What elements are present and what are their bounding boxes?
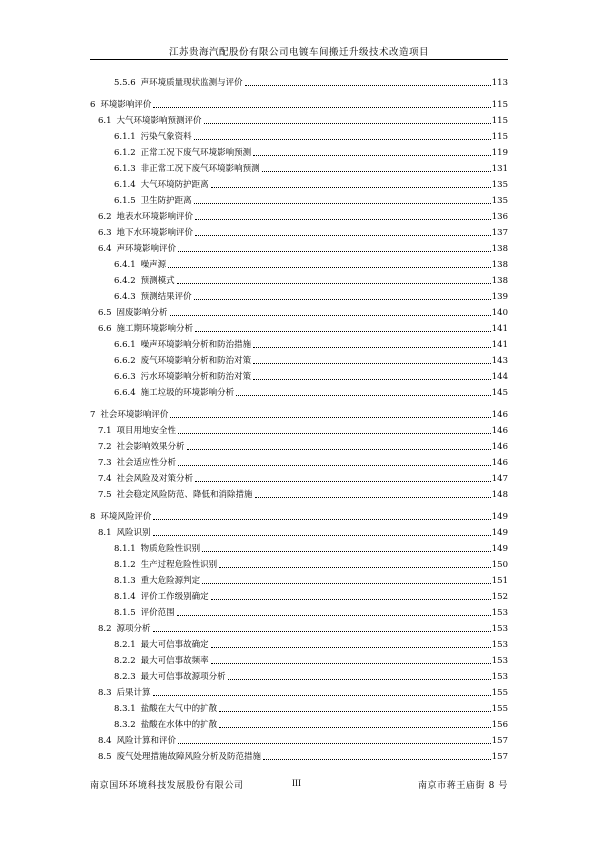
dot-leader	[178, 433, 491, 434]
toc-entry[interactable]	[90, 484, 508, 500]
toc-entry-title: 卫生防护距离	[140, 196, 192, 206]
toc-entry[interactable]	[90, 570, 508, 586]
toc-entry[interactable]	[90, 190, 508, 206]
toc-entry-number: 6.1.2	[114, 148, 136, 158]
dot-leader	[253, 363, 491, 364]
toc-entry-page: 155	[491, 704, 508, 714]
toc-entry-title: 重大危险源判定	[140, 576, 201, 586]
toc-entry-page: 153	[491, 656, 508, 666]
dot-leader	[153, 695, 491, 696]
dot-leader	[194, 299, 491, 300]
dot-leader	[195, 219, 491, 220]
toc-entry-number: 8.4	[98, 736, 112, 746]
running-header: 江苏贵海汽配股份有限公司电镀车间搬迁升级技术改造项目	[168, 47, 429, 58]
toc-entry-title: 地下水环境影响评价	[116, 228, 194, 238]
toc-entry-title: 风险计算和评价	[116, 736, 177, 746]
toc-entry-number: 6.1.1	[114, 132, 136, 142]
toc-entry[interactable]	[90, 468, 508, 484]
toc-entry-number: 6.4	[98, 244, 112, 254]
toc-entry-page: 137	[491, 228, 508, 238]
dot-leader	[153, 519, 490, 520]
toc-entry[interactable]	[90, 698, 508, 714]
toc-entry-title: 噪声环境影响分析和防治措施	[140, 340, 252, 350]
dot-leader	[219, 711, 491, 712]
toc-entry[interactable]	[90, 382, 508, 398]
toc-entry-title: 预测结果评价	[140, 292, 192, 302]
toc-entry-number: 8.1.1	[114, 544, 136, 554]
toc-entry-title: 最大可信事故确定	[140, 640, 209, 650]
toc-entry-page: 115	[491, 116, 508, 126]
toc-entry-page: 151	[491, 576, 508, 586]
toc-entry[interactable]	[90, 714, 508, 730]
toc-entry-title: 社会适应性分析	[116, 458, 177, 468]
toc-entry-page: 153	[491, 672, 508, 682]
toc-entry[interactable]	[90, 586, 508, 602]
toc-entry-number: 8.2.1	[114, 640, 136, 650]
toc-entry-title: 社会环境影响评价	[100, 410, 169, 420]
dot-leader	[153, 631, 491, 632]
toc-entry[interactable]	[90, 126, 508, 142]
dot-leader	[187, 449, 491, 450]
toc-entry-page: 143	[491, 356, 508, 366]
dot-leader	[211, 663, 491, 664]
toc-entry[interactable]	[90, 286, 508, 302]
dot-leader	[253, 155, 491, 156]
toc-entry-title: 评价工作级别确定	[140, 592, 209, 602]
toc-entry-title: 最大可信事故源项分析	[140, 672, 226, 682]
toc-entry-page: 153	[491, 640, 508, 650]
dot-leader	[211, 187, 491, 188]
toc-entry[interactable]	[90, 436, 508, 452]
toc-entry-title: 盐酸在水体中的扩散	[140, 720, 218, 730]
dot-leader	[255, 497, 491, 498]
toc-entry-page: 144	[491, 372, 508, 382]
toc-entry-number: 7.1	[98, 426, 112, 436]
toc-entry-page: 138	[491, 276, 508, 286]
toc-entry-title: 污染气象资料	[140, 132, 192, 142]
toc-entry[interactable]	[90, 366, 508, 382]
toc-entry-number: 8.3.1	[114, 704, 136, 714]
toc-entry[interactable]	[90, 666, 508, 682]
toc-entry[interactable]	[90, 334, 508, 350]
toc-entry-title: 施工期环境影响分析	[116, 324, 194, 334]
toc-entry-page: 146	[491, 458, 508, 468]
dot-leader	[194, 203, 491, 204]
toc-entry-page: 115	[491, 100, 508, 110]
toc-entry-number: 8.1.5	[114, 608, 136, 618]
footer-company: 南京国环环境科技发展股份有限公司	[90, 781, 244, 791]
toc-entry-page: 131	[491, 164, 508, 174]
toc-entry-title: 废气环境影响分析和防治对策	[140, 356, 252, 366]
toc-entry-page: 140	[491, 308, 508, 318]
toc-entry-number: 7.5	[98, 490, 112, 500]
toc-entry[interactable]	[90, 174, 508, 190]
toc-entry-title: 固废影响分析	[116, 308, 168, 318]
header-rule	[90, 59, 508, 60]
dot-leader	[168, 267, 491, 268]
dot-leader	[177, 283, 491, 284]
toc-entry-page: 138	[491, 244, 508, 254]
toc-entry-page: 146	[491, 410, 508, 420]
toc-entry-title: 非正常工况下废气环境影响预测	[140, 164, 260, 174]
toc-entry-title: 声环境影响评价	[116, 244, 177, 254]
toc-entry-title: 正常工况下废气环境影响预测	[140, 148, 252, 158]
toc-entry[interactable]	[90, 618, 508, 634]
toc-entry-number: 6.1.3	[114, 164, 136, 174]
toc-entry-title: 大气环境防护距离	[140, 180, 209, 190]
toc-entry[interactable]	[90, 72, 508, 88]
toc-entry-title: 噪声源	[140, 260, 167, 270]
toc-entry-number: 6.6.4	[114, 388, 136, 398]
dot-leader	[236, 395, 491, 396]
toc-entry-title: 环境风险评价	[100, 512, 152, 522]
dot-leader	[153, 107, 490, 108]
dot-leader	[211, 599, 491, 600]
footer-address: 南京市蒋王庙街 8 号	[417, 781, 508, 791]
toc-entry[interactable]	[90, 634, 508, 650]
toc-entry-page: 146	[491, 442, 508, 452]
toc-entry[interactable]	[90, 522, 508, 538]
toc-entry[interactable]	[90, 506, 508, 522]
toc-entry-title: 生产过程危险性识别	[140, 560, 218, 570]
dot-leader	[219, 567, 491, 568]
toc-entry-number: 7	[90, 410, 96, 420]
toc-entry-page: 145	[491, 388, 508, 398]
toc-entry-page: 135	[491, 196, 508, 206]
toc-entry-page: 141	[491, 340, 508, 350]
dot-leader	[245, 85, 491, 86]
toc-entry-page: 149	[491, 528, 508, 538]
toc-entry-number: 6.1.4	[114, 180, 136, 190]
toc-entry[interactable]	[90, 650, 508, 666]
toc-entry-number: 8.2	[98, 624, 112, 634]
toc-entry[interactable]	[90, 222, 508, 238]
toc-entry-number: 7.4	[98, 474, 112, 484]
toc-entry-number: 6.5	[98, 308, 112, 318]
dot-leader	[178, 465, 491, 466]
toc-entry-number: 6.4.2	[114, 276, 136, 286]
toc-entry-page: 157	[491, 736, 508, 746]
running-footer	[90, 778, 508, 792]
toc-entry-number: 8.1	[98, 528, 112, 538]
toc-entry-number: 8.1.4	[114, 592, 136, 602]
toc-entry[interactable]	[90, 238, 508, 254]
toc-entry[interactable]	[90, 682, 508, 698]
toc-entry-page: 155	[491, 688, 508, 698]
toc-entry[interactable]	[90, 538, 508, 554]
dot-leader	[204, 123, 491, 124]
page-number: III	[292, 778, 301, 788]
toc-entry-title: 废气处理措施故障风险分析及防范措施	[116, 752, 262, 762]
toc-entry-number: 5.5.6	[114, 78, 136, 88]
toc-entry-page: 149	[491, 544, 508, 554]
toc-entry-page: 149	[491, 512, 508, 522]
toc-entry-number: 8.2.3	[114, 672, 136, 682]
dot-leader	[253, 347, 491, 348]
toc-entry-page: 113	[491, 78, 508, 88]
toc-entry-title: 风险识别	[116, 528, 151, 538]
toc-entry-page: 157	[491, 752, 508, 762]
dot-leader	[170, 315, 491, 316]
dot-leader	[202, 551, 491, 552]
toc-entry[interactable]	[90, 554, 508, 570]
toc-entry[interactable]	[90, 142, 508, 158]
toc-entry-page: 141	[491, 324, 508, 334]
toc-entry[interactable]	[90, 318, 508, 334]
toc-entry-page: 139	[491, 292, 508, 302]
toc-entry[interactable]	[90, 602, 508, 618]
toc-entry-number: 8.3.2	[114, 720, 136, 730]
toc-entry-page: 136	[491, 212, 508, 222]
dot-leader	[202, 583, 491, 584]
toc-entry-page: 115	[491, 132, 508, 142]
toc-entry[interactable]	[90, 350, 508, 366]
toc-entry-page: 147	[491, 474, 508, 484]
toc-entry-number: 8.1.3	[114, 576, 136, 586]
toc-entry-number: 8.5	[98, 752, 112, 762]
toc-entry[interactable]	[90, 746, 508, 762]
dot-leader	[228, 679, 491, 680]
toc-entry-page: 156	[491, 720, 508, 730]
dot-leader	[153, 535, 491, 536]
toc-entry-title: 预测模式	[140, 276, 175, 286]
toc-entry-number: 6.3	[98, 228, 112, 238]
toc-entry-number: 8.3	[98, 688, 112, 698]
toc-entry-title: 声环境质量现状监测与评价	[140, 78, 243, 88]
toc-entry[interactable]	[90, 420, 508, 436]
toc-entry-number: 6	[90, 100, 96, 110]
toc-entry-title: 环境影响评价	[100, 100, 152, 110]
toc-entry-number: 6.4.3	[114, 292, 136, 302]
toc-entry-number: 6.4.1	[114, 260, 136, 270]
toc-entry-number: 6.6.3	[114, 372, 136, 382]
dot-leader	[263, 759, 491, 760]
toc-entry-number: 6.6.1	[114, 340, 136, 350]
toc-entry-title: 源项分析	[116, 624, 151, 634]
dot-leader	[195, 235, 491, 236]
toc-entry-page: 152	[491, 592, 508, 602]
toc-entry[interactable]	[90, 158, 508, 174]
toc-entry[interactable]	[90, 270, 508, 286]
toc-entry-page: 153	[491, 608, 508, 618]
dot-leader	[195, 481, 491, 482]
toc-entry-number: 6.1	[98, 116, 112, 126]
toc-entry-number: 8.1.2	[114, 560, 136, 570]
toc-entry[interactable]	[90, 94, 508, 110]
dot-leader	[219, 727, 491, 728]
toc-entry-title: 地表水环境影响评价	[116, 212, 194, 222]
dot-leader	[194, 139, 491, 140]
dot-leader	[211, 647, 491, 648]
toc-entry-page: 138	[491, 260, 508, 270]
toc-entry-number: 7.2	[98, 442, 112, 452]
toc-entry[interactable]	[90, 302, 508, 318]
toc-entry[interactable]	[90, 110, 508, 126]
toc-entry-title: 社会影响效果分析	[116, 442, 185, 452]
dot-leader	[170, 417, 490, 418]
toc-entry-page: 153	[491, 624, 508, 634]
toc-entry-number: 6.2	[98, 212, 112, 222]
toc-entry[interactable]	[90, 206, 508, 222]
toc-entry-title: 项目用地安全性	[116, 426, 177, 436]
toc-entry-title: 社会稳定风险防范、降低和消除措施	[116, 490, 253, 500]
toc-entry-title: 评价范围	[140, 608, 175, 618]
toc-entry-page: 146	[491, 426, 508, 436]
dot-leader	[178, 251, 491, 252]
toc-entry[interactable]	[90, 452, 508, 468]
toc-entry-number: 6.6	[98, 324, 112, 334]
toc-entry-number: 6.1.5	[114, 196, 136, 206]
toc-entry-title: 物质危险性识别	[140, 544, 201, 554]
toc-entry-title: 社会风险及对策分析	[116, 474, 194, 484]
toc-entry-page: 135	[491, 180, 508, 190]
table-of-contents	[90, 72, 508, 762]
toc-entry-number: 7.3	[98, 458, 112, 468]
dot-leader	[253, 379, 491, 380]
toc-entry-number: 8.2.2	[114, 656, 136, 666]
toc-entry-title: 最大可信事故频率	[140, 656, 209, 666]
toc-entry[interactable]	[90, 404, 508, 420]
dot-leader	[178, 743, 491, 744]
toc-entry-title: 盐酸在大气中的扩散	[140, 704, 218, 714]
dot-leader	[195, 331, 491, 332]
dot-leader	[262, 171, 491, 172]
toc-entry-number: 6.6.2	[114, 356, 136, 366]
toc-entry-page: 119	[491, 148, 508, 158]
toc-entry-number: 8	[90, 512, 96, 522]
dot-leader	[177, 615, 491, 616]
toc-entry-title: 施工垃圾的环境影响分析	[140, 388, 235, 398]
toc-entry-title: 后果计算	[116, 688, 151, 698]
toc-entry-title: 污水环境影响分析和防治对策	[140, 372, 252, 382]
toc-entry-page: 150	[491, 560, 508, 570]
toc-entry[interactable]	[90, 254, 508, 270]
toc-entry-title: 大气环境影响预测评价	[116, 116, 202, 126]
toc-entry[interactable]	[90, 730, 508, 746]
toc-entry-page: 148	[491, 490, 508, 500]
